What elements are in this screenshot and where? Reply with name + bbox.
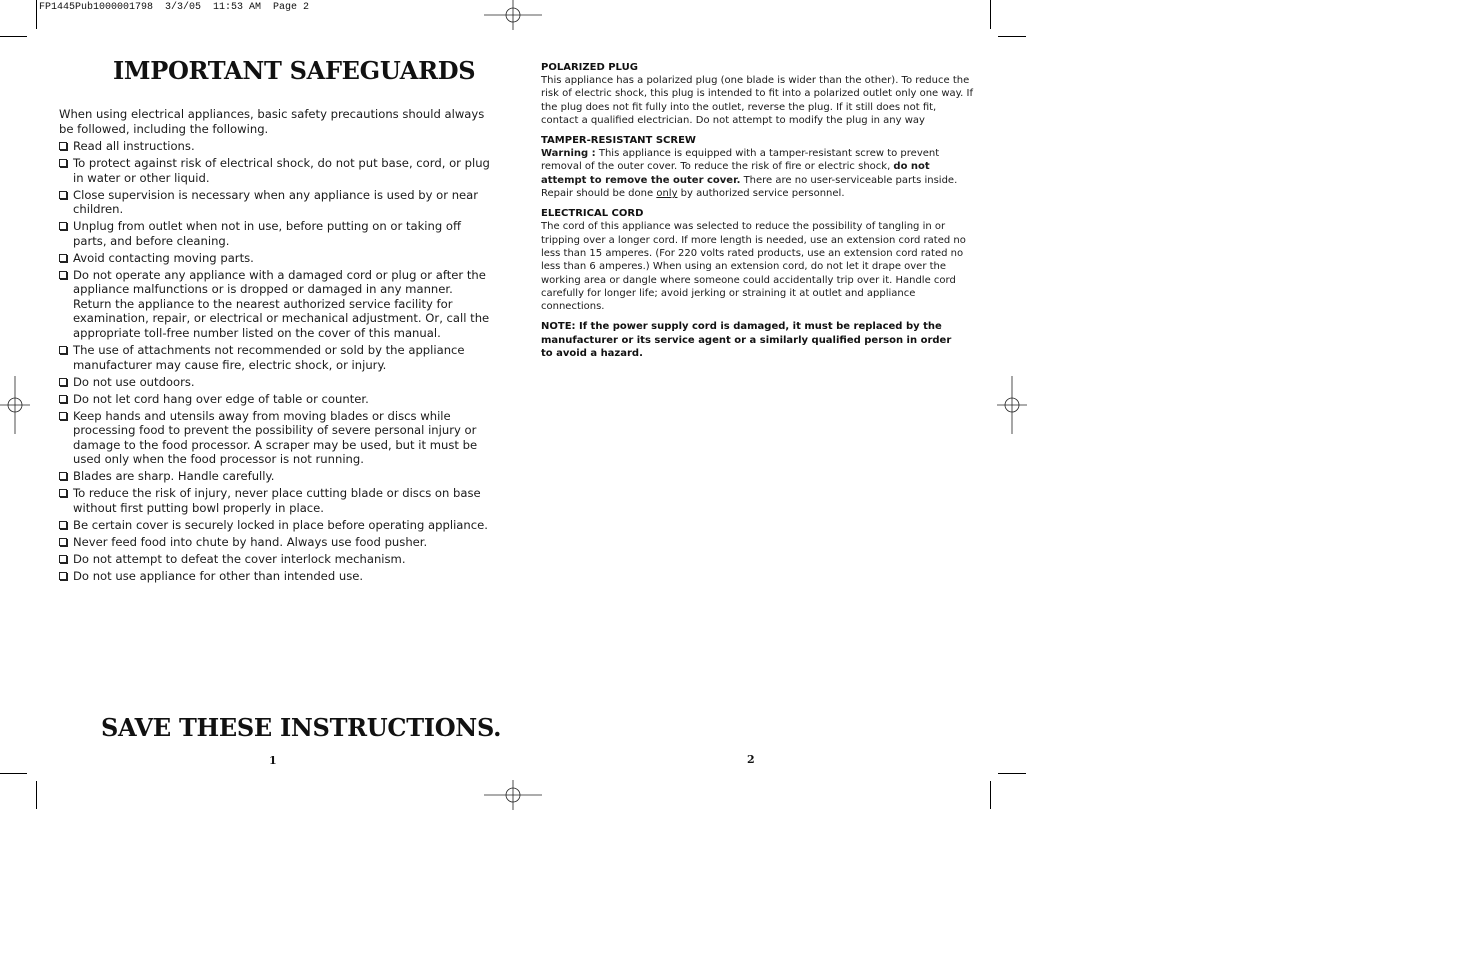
checkbox-bullet-icon <box>59 412 67 420</box>
save-instructions-heading: SAVE THESE INSTRUCTIONS. <box>101 713 502 742</box>
checkbox-bullet-icon <box>59 489 67 497</box>
section-body: Warning : This appliance is equipped with a tamper-resistant screw to prevent removal of the outer cover. To reduce the risk of fire or electric shock, do not attempt to remove the outer cover. There are no user-serviceable parts inside. Repair should be done only by authorized service personnel. <box>541 148 958 200</box>
list-item: Close supervision is necessary when any appliance is used by or near children. <box>59 188 491 217</box>
list-item: Be certain cover is securely locked in place before operating appliance. <box>59 518 491 533</box>
checkbox-bullet-icon <box>59 271 67 279</box>
checkbox-bullet-icon <box>59 191 67 199</box>
checkbox-bullet-icon <box>59 142 67 150</box>
section-body: This appliance has a polarized plug (one blade is wider than the other). To reduce the risk of electric shock, this plug is intended to fit into a polarized outlet only one way. If the plug does not fit fully into the outlet, reverse the plug. If it still does not fit, contact a qualified electrician. Do not attempt to modify the plug in any way <box>541 75 974 126</box>
checkbox-bullet-icon <box>59 346 67 354</box>
section-heading: TAMPER-RESISTANT SCREW <box>541 135 696 147</box>
checkbox-bullet-icon <box>59 472 67 480</box>
safeguards-intro: When using electrical appliances, basic safety precautions should always be followed, including the following. <box>59 107 485 136</box>
crop-mark-bottom-right-v <box>990 781 991 809</box>
crop-mark-top-left-v <box>36 0 37 29</box>
list-item: Read all instructions. <box>59 139 491 154</box>
warning-emphasis: do not attempt to remove the outer cover. <box>541 161 930 186</box>
checkbox-bullet-icon <box>59 572 67 580</box>
checkbox-bullet-icon <box>59 222 67 230</box>
polarized-plug-section <box>541 61 973 127</box>
crop-mark-bottom-left-v <box>36 781 37 809</box>
list-item: The use of attachments not recommended or sold by the appliance manufacturer may cause fire, electric shock, or injury. <box>59 343 491 372</box>
crop-mark-top-right-v <box>990 0 991 29</box>
list-item: Unplug from outlet when not in use, before putting on or taking off parts, and before cleaning. <box>59 219 491 248</box>
printer-slug: FP1445Pub1000001798 3/3/05 11:53 AM Page 2 <box>39 2 310 13</box>
power-cord-note: NOTE: If the power supply cord is damaged, it must be replaced by the manufacturer or its service agent or a similarly qualified person in order to avoid a hazard. <box>541 321 952 360</box>
list-item: Never feed food into chute by hand. Always use food pusher. <box>59 535 491 550</box>
list-item: Blades are sharp. Handle carefully. <box>59 469 491 484</box>
section-heading: POLARIZED PLUG <box>541 62 638 73</box>
checkbox-bullet-icon <box>59 521 67 529</box>
checkbox-bullet-icon <box>59 395 67 403</box>
checkbox-bullet-icon <box>59 538 67 546</box>
checkbox-bullet-icon <box>59 159 67 167</box>
checkbox-bullet-icon <box>59 254 67 262</box>
registration-mark-bottom-icon <box>484 780 542 810</box>
list-item: Do not use outdoors. <box>59 375 491 390</box>
list-item: Do not attempt to defeat the cover interlock mechanism. <box>59 552 491 567</box>
list-item: Do not operate any appliance with a damaged cord or plug or after the appliance malfunctions or is dropped or damaged in any manner. Return the appliance to the nearest authorized service facility for examination, repair, or electrical or mechanical adjustment. Or, call the appropriate toll-free number listed on the cover of this manual. <box>59 268 491 341</box>
registration-mark-right-icon <box>997 376 1027 434</box>
crop-mark-bottom-right-h <box>998 773 1026 774</box>
list-item: To reduce the risk of injury, never place cutting blade or discs on base without first putting bowl properly in place. <box>59 486 491 515</box>
crop-mark-top-left-h <box>0 36 27 37</box>
page-two-column <box>541 61 973 360</box>
electrical-cord-section <box>541 207 973 313</box>
section-body: The cord of this appliance was selected to reduce the possibility of tangling in or tripping over a longer cord. If more length is needed, use an extension cord rated no less than 15 amperes. (For 220 volts rated products, use an extension cord rated no less than 6 amperes.) When using an extension cord, do not let it drape over the working area or dangle where someone could accidentally trip over it. Handle cord carefully for longer life; avoid jerking or straining it at outlet and appliance connections. <box>541 221 966 313</box>
registration-mark-top-icon <box>484 0 542 30</box>
crop-mark-top-right-h <box>998 36 1026 37</box>
list-item: Avoid contacting moving parts. <box>59 251 491 266</box>
list-item: To protect against risk of electrical shock, do not put base, cord, or plug in water or other liquid. <box>59 156 491 185</box>
underlined-word: only <box>656 188 678 200</box>
list-item: Keep hands and utensils away from moving blades or discs while processing food to prevent the possibility of severe personal injury or damage to the food processor. A scraper may be used, but it must be used only when the food processor is not running. <box>59 409 491 467</box>
registration-mark-left-icon <box>0 376 30 434</box>
crop-mark-bottom-left-h <box>0 773 27 774</box>
safeguards-list <box>59 139 491 586</box>
list-item: Do not use appliance for other than intended use. <box>59 569 491 584</box>
checkbox-bullet-icon <box>59 555 67 563</box>
list-item: Do not let cord hang over edge of table or counter. <box>59 392 491 407</box>
page-number-right: 2 <box>747 753 755 766</box>
page-title: IMPORTANT SAFEGUARDS <box>113 56 476 85</box>
tamper-resistant-screw-section <box>541 134 973 200</box>
warning-label: Warning : <box>541 148 596 160</box>
section-heading: ELECTRICAL CORD <box>541 208 644 220</box>
checkbox-bullet-icon <box>59 378 67 386</box>
page-number-left: 1 <box>269 754 277 767</box>
